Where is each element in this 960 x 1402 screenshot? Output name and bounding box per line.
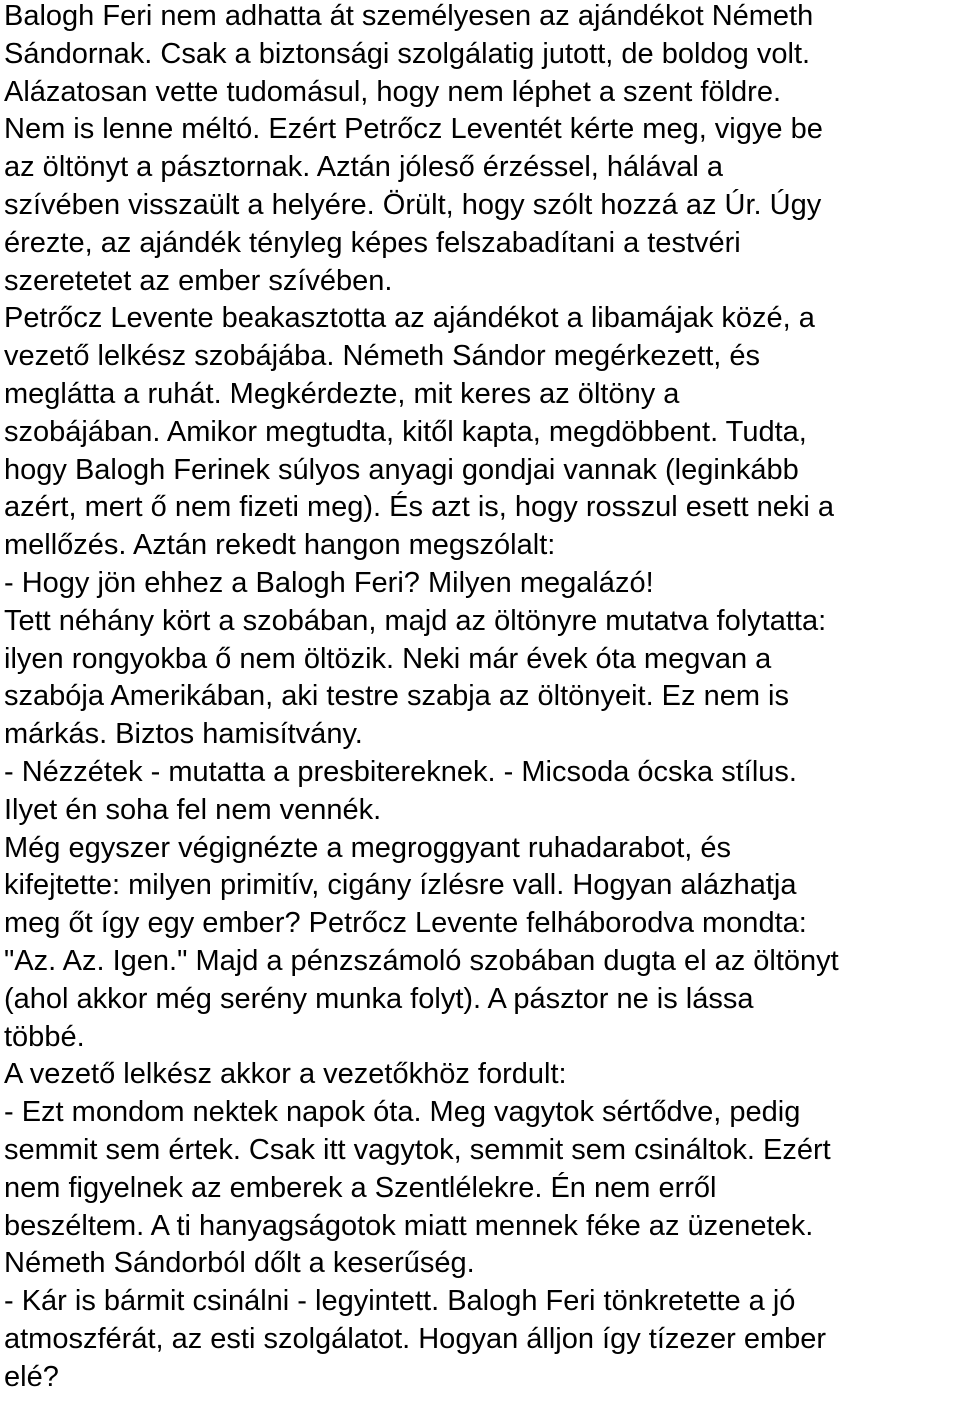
text-line: szobájában. Amikor megtudta, kitől kapta, megdöbbent. Tudta,	[4, 415, 807, 448]
text-line: szeretetet az ember szívében.	[4, 264, 393, 297]
text-line: azért, mert ő nem fizeti meg). És azt is, hogy rosszul esett neki a	[4, 491, 835, 524]
text-line: meglátta a ruhát. Megkérdezte, mit keres az öltöny a	[4, 377, 680, 410]
text-line: vezető lelkész szobájába. Németh Sándor megérkezett, és	[4, 340, 761, 373]
text-line: beszéltem. A ti hanyagságotok miatt mennek féke az üzenetek.	[4, 1209, 814, 1242]
text-line: szívében visszaült a helyére. Örült, hogy szólt hozzá az Úr. Úgy	[4, 188, 822, 221]
text-line: elé?	[4, 1360, 59, 1393]
text-line: A vezető lelkész akkor a vezetőkhöz fordult:	[4, 1058, 567, 1091]
text-line: Németh Sándorból dőlt a keserűség.	[4, 1247, 475, 1280]
text-line: Még egyszer végignézte a megroggyant ruhadarabot, és	[4, 831, 732, 864]
text-line: (ahol akkor még serény munka folyt). A pásztor ne is lássa	[4, 982, 754, 1015]
text-line: szabója Amerikában, aki testre szabja az öltönyeit. Ez nem is	[4, 680, 789, 713]
text-line: atmoszférát, az esti szolgálatot. Hogyan álljon így tízezer ember	[4, 1322, 827, 1355]
text-line: - Kár is bármit csinálni - legyintett. Balogh Feri tönkretette a jó	[4, 1285, 796, 1318]
text-line: érezte, az ajándék tényleg képes felszabadítani a testvéri	[4, 226, 741, 259]
text-line: Sándornak. Csak a biztonsági szolgálatig jutott, de boldog volt.	[4, 37, 811, 70]
text-line: Nem is lenne méltó. Ezért Petrőcz Leventét kérte meg, vigye be	[4, 113, 823, 146]
text-line: hogy Balogh Ferinek súlyos anyagi gondjai vannak (leginkább	[4, 453, 799, 486]
text-line: nem figyelnek az emberek a Szentlélekre. Én nem erről	[4, 1171, 717, 1204]
text-line: Tett néhány kört a szobában, majd az öltönyre mutatva folytatta:	[4, 604, 827, 637]
text-line: ilyen rongyokba ő nem öltözik. Neki már évek óta megvan a	[4, 642, 772, 675]
text-line: Ilyet én soha fel nem vennék.	[4, 793, 382, 826]
text-line: - Hogy jön ehhez a Balogh Feri? Milyen megalázó!	[4, 566, 654, 599]
text-line: az öltönyt a pásztornak. Aztán jóleső érzéssel, hálával a	[4, 151, 723, 184]
text-line: - Nézzétek - mutatta a presbitereknek. - Micsoda ócska stílus.	[4, 755, 797, 788]
text-line: többé.	[4, 1020, 85, 1053]
text-line: márkás. Biztos hamisítvány.	[4, 718, 363, 751]
text-line: kifejtette: milyen primitív, cigány ízlésre vall. Hogyan alázhatja	[4, 869, 797, 902]
document-body	[4, 0, 960, 1396]
text-line: meg őt így egy ember? Petrőcz Levente felháborodva mondta:	[4, 907, 807, 940]
text-line: Balogh Feri nem adhatta át személyesen az ajándékot Németh	[4, 0, 814, 32]
text-line: semmit sem értek. Csak itt vagytok, semmit sem csináltok. Ezért	[4, 1133, 831, 1166]
text-line: Petrőcz Levente beakasztotta az ajándékot a libamájak közé, a	[4, 302, 815, 335]
text-line: Alázatosan vette tudomásul, hogy nem léphet a szent földre.	[4, 75, 782, 108]
text-line: - Ezt mondom nektek napok óta. Meg vagytok sértődve, pedig	[4, 1096, 801, 1129]
text-line: "Az. Az. Igen." Majd a pénzszámoló szobában dugta el az öltönyt	[4, 944, 839, 977]
text-line: mellőzés. Aztán rekedt hangon megszólalt:	[4, 529, 556, 562]
